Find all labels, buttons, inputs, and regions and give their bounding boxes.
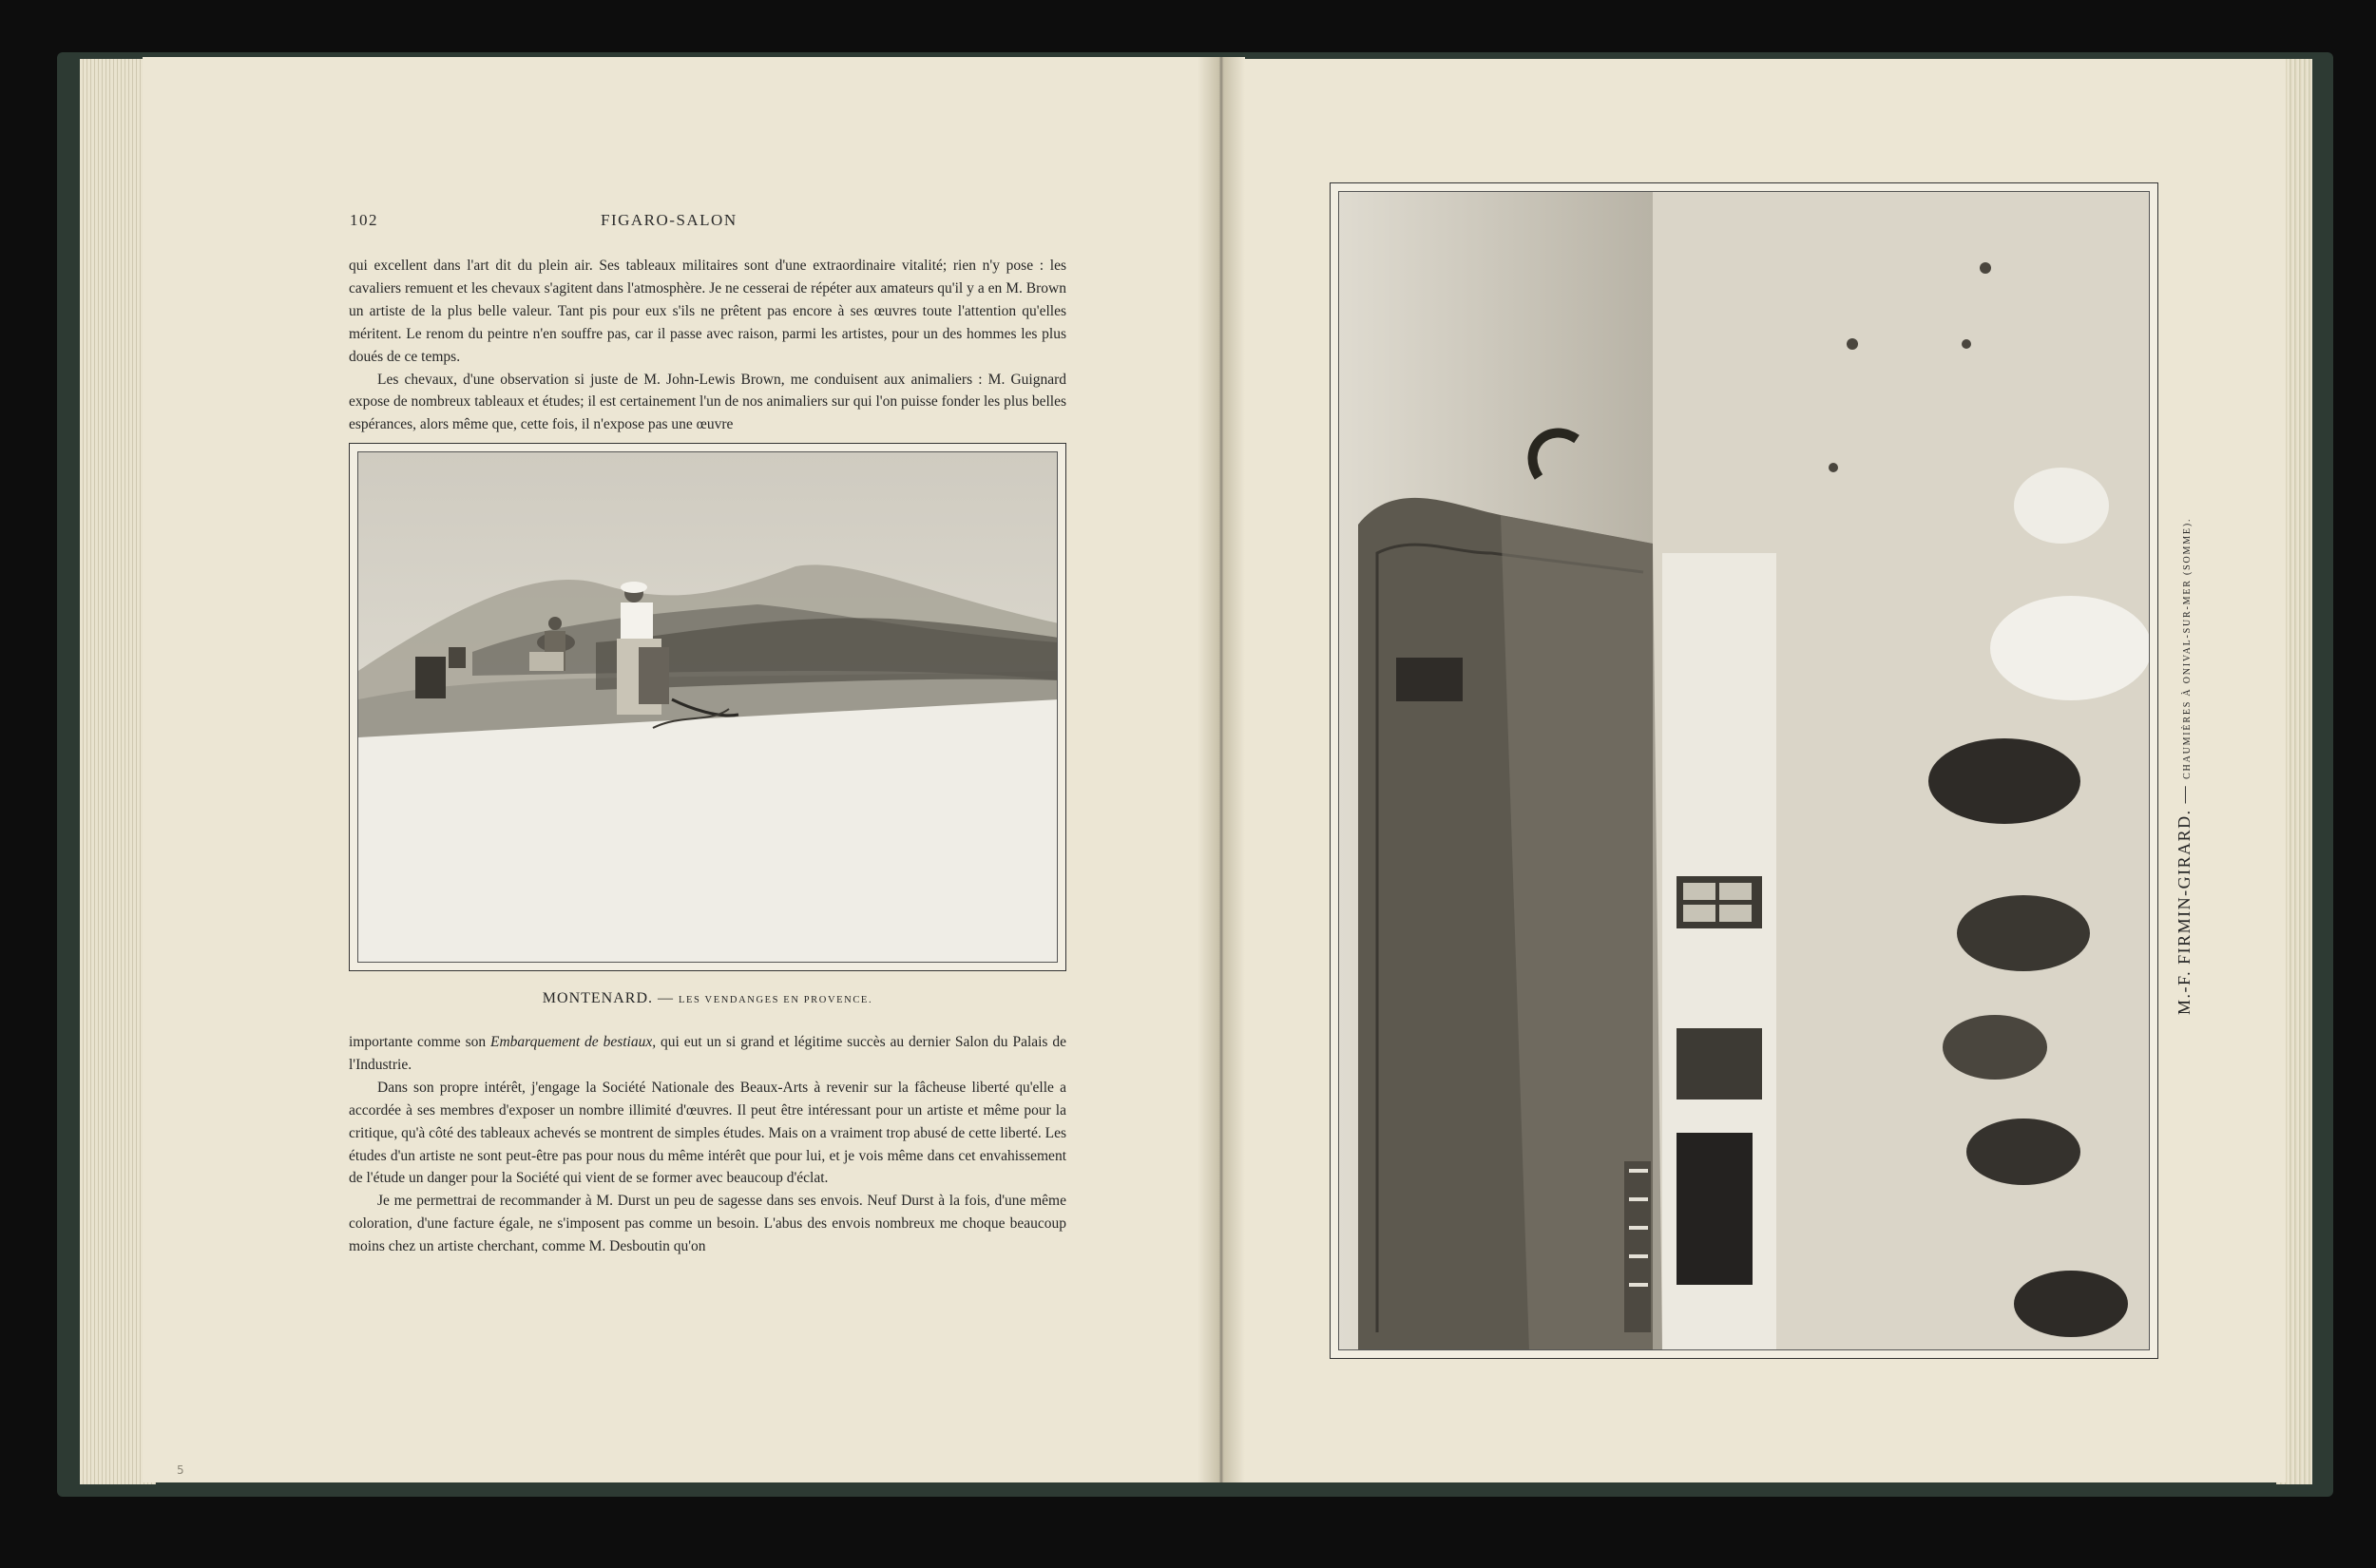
caption-artist: MONTENARD. bbox=[542, 990, 654, 1006]
text-block-top bbox=[349, 255, 1066, 436]
page-number: 102 bbox=[350, 211, 378, 229]
figure-vendanges-image bbox=[357, 451, 1058, 963]
plate-caption-dash: — bbox=[2175, 778, 2194, 810]
paragraph-text: importante comme son bbox=[349, 1034, 491, 1050]
paragraph bbox=[349, 1031, 1066, 1077]
plate-chaumieres-image bbox=[1338, 191, 2150, 1350]
plate-chaumieres bbox=[1330, 182, 2158, 1359]
book-gutter bbox=[1198, 57, 1245, 1482]
pencil-mark: 5 bbox=[177, 1463, 184, 1477]
artwork-title: Embarquement de bestiaux, bbox=[490, 1034, 657, 1050]
figure-vendanges bbox=[349, 443, 1066, 971]
paragraph: qui excellent dans l'art dit du plein air. Ses tableaux militaires sont d'une extraordinaire vitalité; rien n'y pose : les cavaliers remuent et les chevaux s'agitent dans l'atmosphère. Je ne cesserai de répéter aux amateurs qu'il y a en M. Brown un artiste de la plus belle valeur. Tant pis pour eux s'ils ne prêtent pas encore à ses œuvres toute l'attention qu'elles méritent. Le renom du peintre n'en souffre pas, car il passe avec raison, parmi les artistes, pour un des hommes les plus doués de ce temps. bbox=[349, 258, 1066, 365]
paragraph: Dans son propre intérêt, j'engage la Société Nationale des Beaux-Arts à revenir sur la fâcheuse liberté qu'elle a accordée à ses membres d'exposer un nombre illimité d'œuvres. Il peut être intéressant pour un artiste et même pour la critique, qu'à côté des tableaux achevés se montrent de simples études. Mais on a vraiment trop abusé de cette liberté. Les études d'un artiste ne sont peut-être pas pour nous du même intérêt que pour lui, et je vois même dans cet envahissement de l'étude un danger pour la Société qui vient de se former avec beaucoup d'éclat. bbox=[349, 1079, 1066, 1187]
figure-caption bbox=[349, 990, 1066, 1007]
caption-dash: — bbox=[653, 990, 680, 1006]
caption-title: LES VENDANGES EN PROVENCE. bbox=[679, 995, 873, 1005]
text-block-bottom bbox=[349, 1031, 1066, 1258]
paragraph-text: qui eut un si grand et légitime succès au dernier Salon du Palais de l'Industrie. bbox=[349, 1034, 1066, 1073]
paragraph: Je me permettrai de recommander à M. Durst un peu de sagesse dans ses envois. Neuf Durst à la fois, d'une même coloration, d'une facture égale, ne s'imposent pas comme un besoin. L'abus des envois nombreux me choque beaucoup moins chez un artiste cherchant, comme M. Desboutin qu'on bbox=[349, 1193, 1066, 1255]
plate-caption bbox=[2175, 483, 2199, 1015]
paragraph: Les chevaux, d'une observation si juste de M. John-Lewis Brown, me conduisent aux animaliers : M. Guignard expose de nombreux tableaux et études; il est certainement l'un de nos animaliers sur qui l'on puisse fonder les plus belles espérances, alors même que, cette fois, il n'expose pas une œuvre bbox=[349, 371, 1066, 433]
plate-caption-artist: M.-F. FIRMIN-GIRARD. bbox=[2175, 809, 2194, 1015]
plate-caption-title: CHAUMIÈRES À ONIVAL-SUR-MER (SOMME). bbox=[2182, 517, 2193, 779]
running-title: FIGARO-SALON bbox=[601, 211, 738, 229]
